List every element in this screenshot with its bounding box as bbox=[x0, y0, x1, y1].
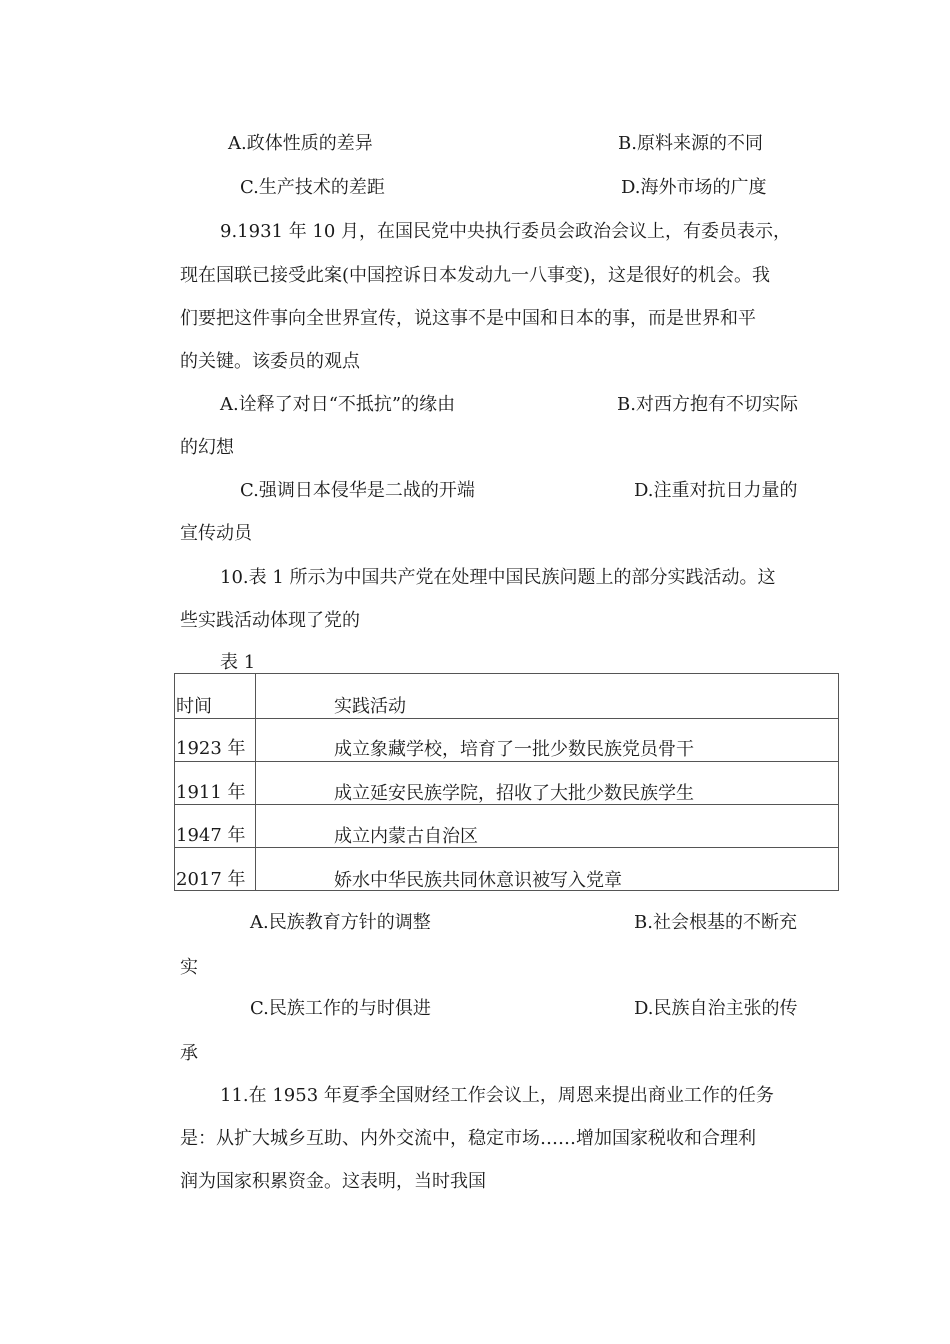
table-border bbox=[174, 673, 175, 890]
q9-stem-line: 的关键。该委员的观点 bbox=[180, 351, 360, 372]
q11-stem-line: 是：从扩大城乡互助、内外交流中，稳定市场……增加国家税收和合理利 bbox=[180, 1128, 756, 1149]
table-cell-year: 1923 年 bbox=[176, 738, 246, 759]
q10-option-b-continued: 实 bbox=[180, 957, 198, 978]
table-border bbox=[174, 718, 839, 719]
table-border bbox=[838, 673, 839, 890]
table-cell-year: 1947 年 bbox=[176, 825, 246, 846]
table-border bbox=[255, 673, 256, 890]
table-cell-activity: 成立内蒙古自治区 bbox=[334, 826, 478, 847]
table-cell-year: 1911 年 bbox=[176, 782, 246, 803]
q10-stem-line: 些实践活动体现了党的 bbox=[180, 610, 360, 631]
q9-option-b-continued: 的幻想 bbox=[180, 437, 234, 458]
table-header-activity: 实践活动 bbox=[334, 696, 406, 717]
table-cell-activity: 成立象藏学校，培育了一批少数民族党员骨干 bbox=[334, 739, 694, 760]
table-cell-activity: 娇水中华民族共同休意识被写入党章 bbox=[334, 870, 622, 891]
table-header-time: 时间 bbox=[176, 696, 212, 717]
q11-stem-line: 润为国家积累资金。这表明，当时我国 bbox=[180, 1171, 486, 1192]
table-cell-year: 2017 年 bbox=[176, 869, 246, 890]
table-border bbox=[174, 847, 839, 848]
q9-stem-line: 9.1931 年 10 月，在国民党中央执行委员会政治会议上，有委员表示， bbox=[220, 221, 792, 242]
q9-option-b: B.对西方抱有不切实际 bbox=[617, 394, 798, 415]
q9-option-d-continued: 宣传动员 bbox=[180, 523, 252, 544]
q10-option-a: A.民族教育方针的调整 bbox=[250, 912, 431, 933]
q10-stem-line: 10.表 1 所示为中国共产党在处理中国民族问题上的部分实践活动。这 bbox=[220, 567, 776, 588]
q9-option-c: C.强调日本侵华是二战的开端 bbox=[240, 480, 475, 501]
q8-option-d: D.海外市场的广度 bbox=[621, 177, 767, 198]
q10-option-d-continued: 承 bbox=[180, 1043, 198, 1064]
q9-option-d: D.注重对抗日力量的 bbox=[634, 480, 798, 501]
table-caption: 表 1 bbox=[220, 652, 256, 673]
q11-stem-line: 11.在 1953 年夏季全国财经工作会议上，周恩来提出商业工作的任务 bbox=[220, 1085, 774, 1106]
q9-option-a: A.诠释了对日“不抵抗”的缘由 bbox=[220, 394, 456, 415]
q8-option-a: A.政体性质的差异 bbox=[228, 133, 373, 154]
table-border bbox=[174, 673, 839, 674]
q9-stem-line: 现在国联已接受此案(中国控诉日本发动九一八事变)，这是很好的机会。我 bbox=[180, 265, 771, 286]
q8-option-c: C.生产技术的差距 bbox=[240, 177, 385, 198]
table-cell-activity: 成立延安民族学院，招收了大批少数民族学生 bbox=[334, 783, 694, 804]
q8-option-b: B.原料来源的不同 bbox=[618, 133, 763, 154]
q9-stem-line: 们要把这件事向全世界宣传，说这事不是中国和日本的事，而是世界和平 bbox=[180, 308, 756, 329]
q10-option-c: C.民族工作的与时俱进 bbox=[250, 998, 431, 1019]
q10-option-d: D.民族自治主张的传 bbox=[634, 998, 798, 1019]
q10-option-b: B.社会根基的不断充 bbox=[634, 912, 797, 933]
